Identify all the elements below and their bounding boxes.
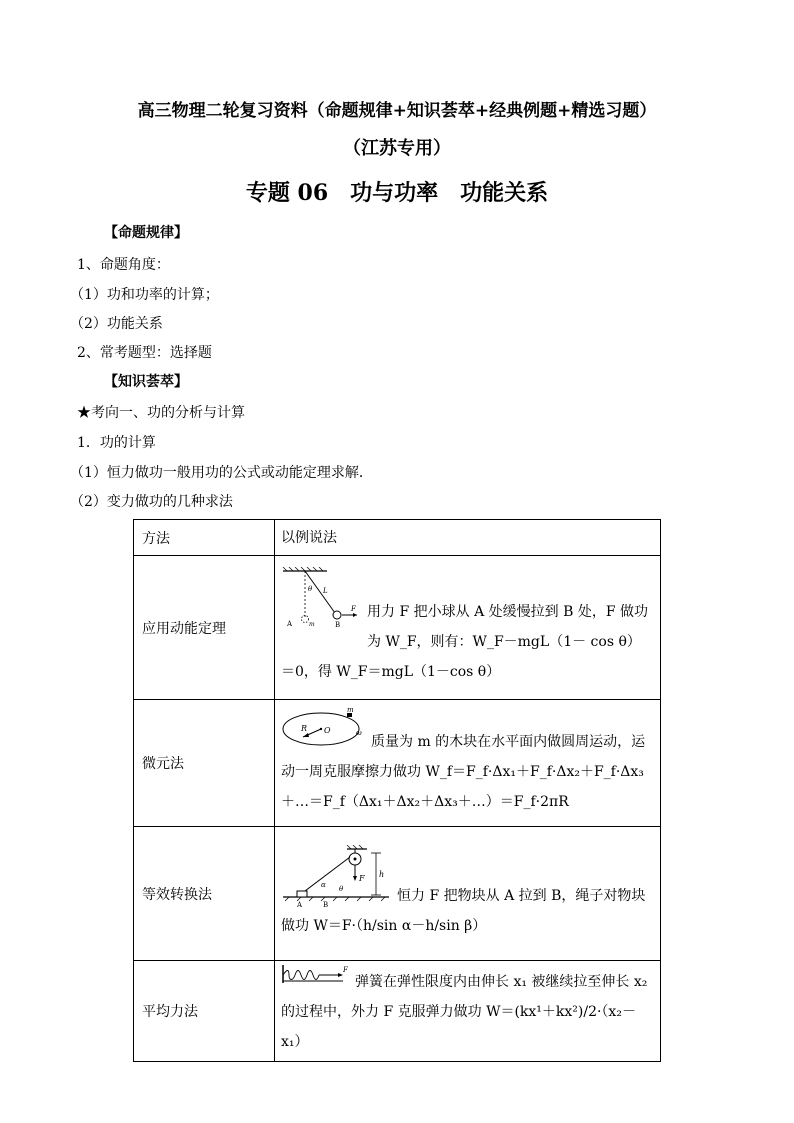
knowledge-line-4: （2）变力做功的几种求法 [70, 494, 233, 510]
svg-text:O: O [324, 726, 331, 735]
rules-line-3: （2）功能关系 [70, 316, 163, 332]
svg-text:A: A [297, 900, 303, 909]
svg-text:R: R [301, 724, 308, 733]
example-text: 恒力 F 把物块从 A 拉到 B，绳子对物块做功 W＝F·（h/sin α－h/sin β） [281, 887, 646, 934]
svg-text:B: B [335, 620, 341, 629]
pendulum-diagram-icon [281, 567, 361, 629]
table-row [134, 556, 661, 700]
section-heading-rules: 【命题规律】 [104, 225, 188, 241]
svg-text:m: m [309, 620, 315, 628]
header-method: 方法 [134, 520, 275, 556]
knowledge-line-2: 1．功的计算 [77, 435, 156, 451]
svg-text:ω: ω [356, 729, 362, 737]
svg-text:B: B [323, 900, 329, 909]
svg-text:A: A [287, 619, 293, 628]
method-cell: 平均力法 [134, 961, 275, 1062]
svg-text:h: h [379, 869, 385, 879]
table-row [134, 827, 661, 961]
knowledge-line-1: ★考向一、功的分析与计算 [77, 405, 245, 421]
rules-line-1: 1、命题角度： [77, 257, 170, 273]
table-row [134, 700, 661, 827]
svg-text:F: F [343, 966, 348, 974]
rules-line-2: （1）功和功率的计算； [70, 287, 219, 303]
svg-text:α: α [321, 880, 326, 889]
example-text: 弹簧在弹性限度内由伸长 x₁ 被继续拉至伸长 x₂ 的过程中，外力 F 克服弹力做功 W＝(kx¹＋kx²)/2·（x₂－x₁） [281, 974, 648, 1050]
table-header-row [134, 520, 661, 556]
method-cell: 应用动能定理 [134, 556, 275, 700]
document-title: 高三物理二轮复习资料（命题规律+知识荟萃+经典例题+精选习题） [137, 101, 657, 121]
example-text: 质量为 m 的木块在水平面内做圆周运动，运动一周克服摩擦力做功 W_f＝F_f·Δx₁＋F_f·Δx₂＋F_f·Δx₃＋…＝F_f（Δx₁＋Δx₂＋Δx₃＋…）＝F_f·2πR [281, 734, 646, 810]
pulley-diagram-icon [281, 845, 391, 911]
svg-text:F: F [359, 873, 365, 883]
spring-diagram-icon [281, 963, 349, 987]
topic-heading: 专题 06 功与功率 功能关系 [245, 180, 549, 206]
svg-text:L: L [323, 586, 328, 595]
svg-text:F: F [351, 604, 356, 613]
table-row [134, 961, 661, 1062]
method-cell: 等效转换法 [134, 827, 275, 961]
example-text: 用力 F 把小球从 A 处缓慢拉到 B 处，F 做功为 W_F，则有：W_F－mgL（1－ cos θ）＝0，得 W_F＝mgL（1－cos θ） [281, 603, 648, 680]
svg-text:m: m [347, 707, 354, 714]
methods-table [133, 519, 661, 1062]
knowledge-line-3: （1）恒力做功一般用功的公式或动能定理求解． [70, 465, 373, 481]
document-subtitle: （江苏专用） [343, 138, 451, 159]
svg-text:θ: θ [339, 884, 344, 893]
header-example: 以例说法 [275, 520, 661, 556]
svg-text:θ: θ [308, 584, 313, 593]
rules-line-4: 2、常考题型：选择题 [77, 345, 212, 361]
circular-motion-diagram-icon [281, 707, 365, 747]
section-heading-knowledge: 【知识荟萃】 [104, 374, 188, 390]
method-cell: 微元法 [134, 700, 275, 827]
